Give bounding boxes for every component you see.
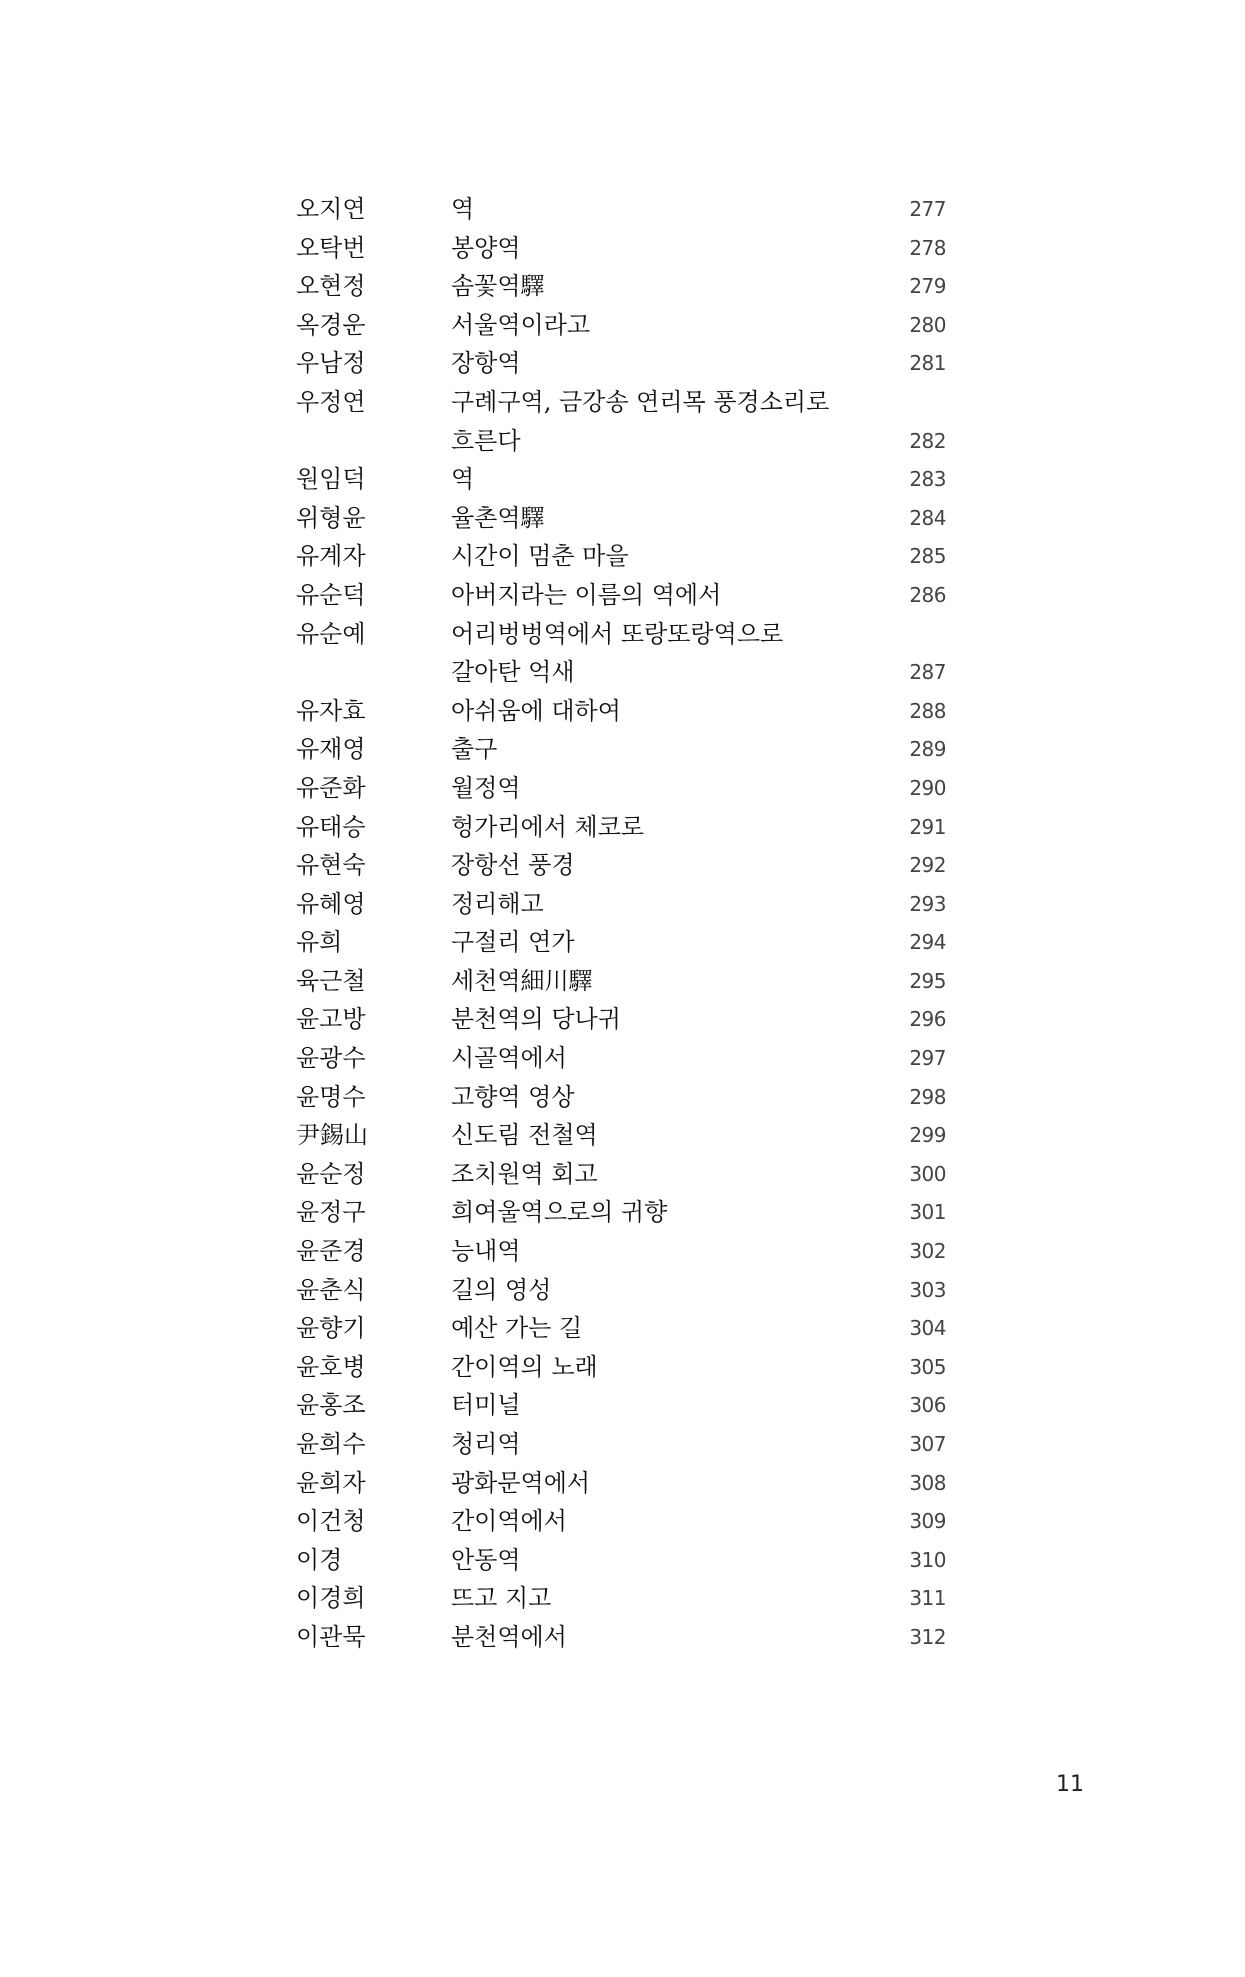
toc-page-number: 308: [909, 1470, 946, 1495]
toc-entry: [296, 885, 946, 924]
toc-title: 뜨고 지고: [451, 1584, 552, 1613]
toc-author: 육근철: [296, 966, 366, 995]
toc-author: 이경희: [296, 1584, 366, 1613]
toc-page-number: 295: [909, 968, 946, 993]
toc-title: 월정역: [451, 773, 521, 802]
toc-title: 터미널: [451, 1391, 521, 1420]
toc-title: 구절리 연가: [451, 928, 575, 957]
toc-page-number: 284: [909, 505, 946, 530]
toc-page-number: 306: [909, 1393, 946, 1418]
toc-page-number: 301: [909, 1200, 946, 1225]
toc-entry: [296, 1425, 946, 1464]
toc-page-number: 280: [909, 312, 946, 337]
toc-page-number: 287: [909, 660, 946, 685]
toc-title: 솜꽃역驛: [451, 272, 545, 301]
toc-title: 분천역의 당나귀: [451, 1005, 621, 1034]
toc-title: 서울역이라고: [451, 310, 591, 339]
toc-entry: [296, 1618, 946, 1657]
toc-author: 尹錫山: [296, 1121, 368, 1150]
toc-entry: [296, 653, 946, 692]
toc-entry: [296, 1464, 946, 1503]
toc-author: 유준화: [296, 773, 366, 802]
toc-title: 역: [451, 465, 475, 494]
toc-page-number: 302: [909, 1239, 946, 1264]
toc-page-number: 281: [909, 351, 946, 376]
toc-author: 이건청: [296, 1507, 366, 1536]
toc-entry: [296, 1232, 946, 1271]
toc-title: 간이역의 노래: [451, 1352, 598, 1381]
toc-author: 오현정: [296, 272, 366, 301]
toc-title: 능내역: [451, 1237, 521, 1266]
toc-entry: [296, 923, 946, 962]
toc-page-number: 305: [909, 1354, 946, 1379]
toc-title: 조치원역 회고: [451, 1159, 598, 1188]
toc-entry: [296, 229, 946, 268]
toc-page-number: 292: [909, 853, 946, 878]
toc-entry: [296, 1386, 946, 1425]
toc-title: 율촌역驛: [451, 503, 545, 532]
toc-author: 유현숙: [296, 851, 366, 880]
toc-author: 유혜영: [296, 889, 366, 918]
toc-page-number: 279: [909, 274, 946, 299]
toc-title: 봉양역: [451, 233, 521, 262]
toc-author: 윤홍조: [296, 1391, 366, 1420]
toc-author: 오지연: [296, 195, 366, 223]
table-of-contents: [296, 190, 946, 1657]
toc-author: 유태승: [296, 812, 366, 841]
toc-entry: [296, 344, 946, 383]
toc-author: 윤명수: [296, 1082, 366, 1111]
toc-title: 시골역에서: [451, 1044, 567, 1073]
toc-page-number: 283: [909, 467, 946, 492]
toc-entry: [296, 306, 946, 345]
toc-title: 장항선 풍경: [451, 851, 575, 880]
toc-author: 이경: [296, 1545, 343, 1574]
toc-author: 유순예: [296, 619, 366, 648]
toc-author: 우정연: [296, 387, 366, 416]
toc-entry: [296, 1193, 946, 1232]
toc-page-number: 293: [909, 891, 946, 916]
toc-page-number: 278: [909, 235, 946, 260]
toc-title: 아버지라는 이름의 역에서: [451, 580, 722, 609]
toc-page-number: 282: [909, 428, 946, 453]
toc-author: 원임덕: [296, 465, 366, 494]
toc-entry: [296, 537, 946, 576]
toc-author: 윤고방: [296, 1005, 366, 1034]
toc-entry: [296, 1309, 946, 1348]
toc-page-number: 291: [909, 814, 946, 839]
toc-title: 역: [451, 195, 475, 223]
toc-title: 간이역에서: [451, 1507, 567, 1536]
toc-page-number: 286: [909, 582, 946, 607]
toc-page-number: 309: [909, 1509, 946, 1534]
toc-entry: [296, 1116, 946, 1155]
toc-author: 우남정: [296, 349, 366, 378]
toc-author: 윤희수: [296, 1430, 366, 1458]
toc-author: 윤정구: [296, 1198, 366, 1227]
toc-author: 오탁번: [296, 233, 366, 262]
toc-title: 흐른다: [451, 426, 521, 455]
toc-title: 출구: [451, 735, 498, 764]
toc-author: 윤호병: [296, 1352, 366, 1381]
toc-entry: [296, 460, 946, 499]
toc-page-number: 297: [909, 1046, 946, 1071]
toc-page-number: 310: [909, 1547, 946, 1572]
toc-title: 고향역 영상: [451, 1082, 575, 1111]
toc-page-number: 294: [909, 930, 946, 955]
toc-title: 어리벙벙역에서 또랑또랑역으로: [451, 619, 784, 648]
toc-entry: [296, 1541, 946, 1580]
toc-title: 광화문역에서: [451, 1468, 591, 1497]
toc-title: 구례구역, 금강송 연리목 풍경소리로: [451, 387, 830, 416]
toc-entry: [296, 576, 946, 615]
toc-author: 윤향기: [296, 1314, 366, 1343]
toc-author: 옥경운: [296, 310, 366, 339]
toc-page-number: 312: [909, 1624, 946, 1649]
page-number: 11: [1056, 1772, 1084, 1797]
toc-entry: [296, 499, 946, 538]
toc-author: 유희: [296, 928, 343, 957]
toc-title: 예산 가는 길: [451, 1314, 583, 1343]
toc-author: 유자효: [296, 696, 366, 725]
toc-entry: [296, 422, 946, 461]
toc-entry: [296, 1039, 946, 1078]
toc-entry: [296, 1155, 946, 1194]
toc-author: 윤광수: [296, 1044, 366, 1073]
toc-title: 헝가리에서 체코로: [451, 812, 645, 841]
toc-title: 시간이 멈춘 마을: [451, 542, 629, 571]
toc-page-number: 304: [909, 1316, 946, 1341]
toc-entry: [296, 1078, 946, 1117]
toc-entry: [296, 190, 946, 229]
toc-title: 분천역에서: [451, 1622, 567, 1651]
toc-entry: [296, 1271, 946, 1310]
toc-title: 장항역: [451, 349, 521, 378]
toc-author: 위형윤: [296, 503, 366, 532]
toc-author: 윤준경: [296, 1237, 366, 1266]
toc-author: 유재영: [296, 735, 366, 764]
toc-page-number: 285: [909, 544, 946, 569]
toc-entry: [296, 267, 946, 306]
toc-page-number: 298: [909, 1084, 946, 1109]
toc-title: 갈아탄 억새: [451, 658, 575, 687]
toc-page-number: 300: [909, 1161, 946, 1186]
toc-title: 아쉬움에 대하여: [451, 696, 621, 725]
toc-page-number: 289: [909, 737, 946, 762]
toc-title: 신도림 전철역: [451, 1121, 598, 1150]
toc-page-number: 296: [909, 1007, 946, 1032]
toc-entry: [296, 808, 946, 847]
toc-entry: [296, 615, 946, 654]
toc-title: 길의 영성: [451, 1275, 552, 1304]
toc-entry: [296, 846, 946, 885]
toc-entry: [296, 1502, 946, 1541]
toc-entry: [296, 962, 946, 1001]
toc-entry: [296, 1348, 946, 1387]
toc-title: 안동역: [451, 1545, 521, 1574]
toc-entry: [296, 1000, 946, 1039]
toc-author: 유계자: [296, 542, 366, 571]
toc-title: 희여울역으로의 귀향: [451, 1198, 668, 1227]
toc-page-number: 307: [909, 1432, 946, 1456]
toc-page-number: 290: [909, 775, 946, 800]
toc-title: 정리해고: [451, 889, 544, 918]
toc-author: 윤춘식: [296, 1275, 366, 1304]
toc-title: 세천역細川驛: [451, 966, 593, 995]
toc-author: 윤순정: [296, 1159, 366, 1188]
toc-page-number: 277: [909, 197, 946, 221]
toc-title: 청리역: [451, 1430, 521, 1458]
toc-entry: [296, 383, 946, 422]
toc-author: 이관묵: [296, 1622, 366, 1651]
toc-page-number: 303: [909, 1277, 946, 1302]
toc-entry: [296, 692, 946, 731]
toc-author: 유순덕: [296, 580, 366, 609]
toc-page-number: 299: [909, 1123, 946, 1148]
toc-entry: [296, 769, 946, 808]
toc-author: 윤희자: [296, 1468, 366, 1497]
toc-page-number: 288: [909, 698, 946, 723]
toc-entry: [296, 730, 946, 769]
toc-entry: [296, 1579, 946, 1618]
toc-page-number: 311: [909, 1586, 946, 1611]
